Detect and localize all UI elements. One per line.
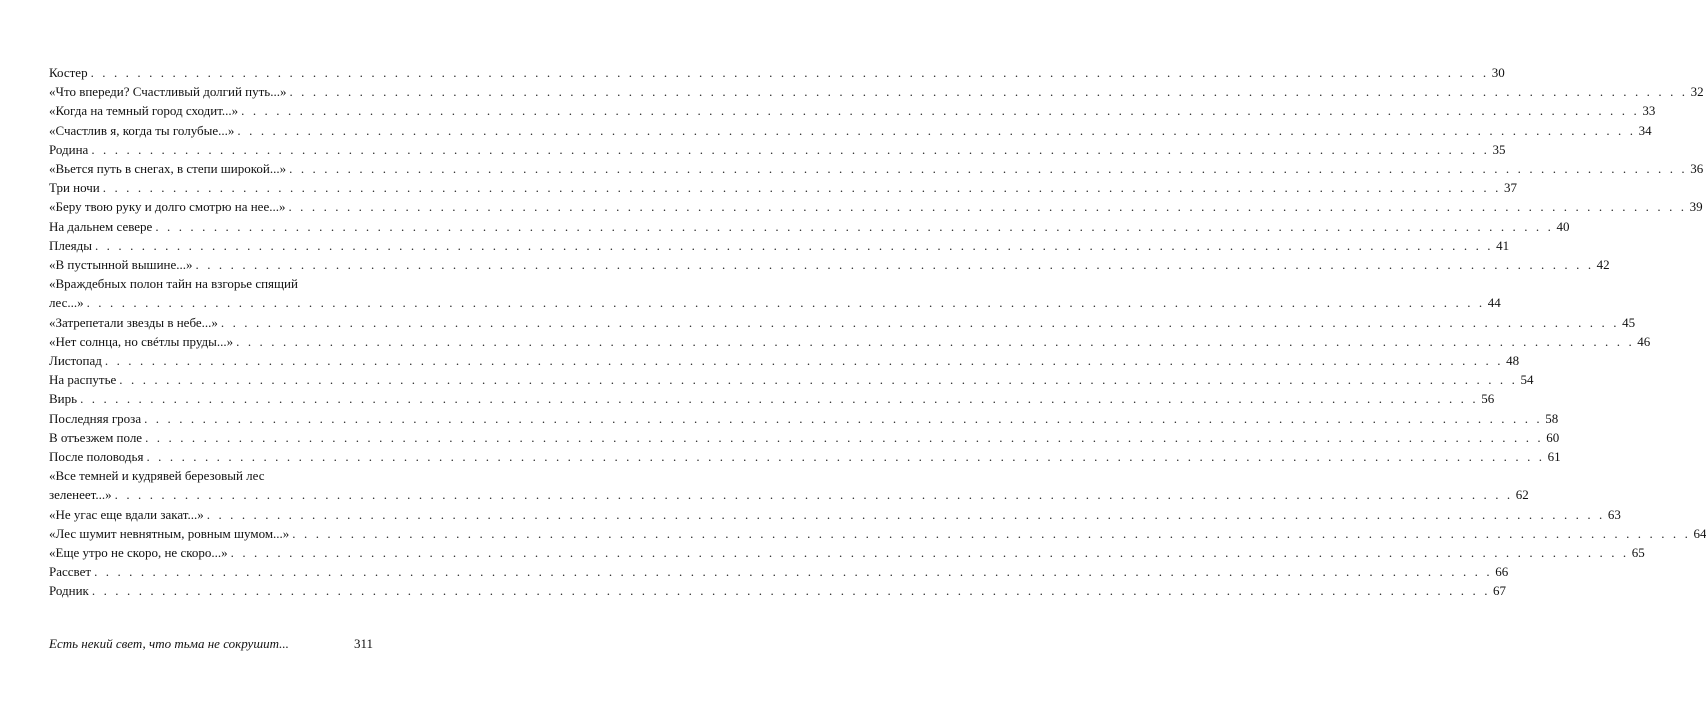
- dot-leader: . . . . . . . . . . . . . . . . . . . . . . . . . . . . . . . . . . . . . . . . . . . . . . . . . . . . . . . . . . . . . . . . . . . . . . . . . . . . . . . . . . . . . . . . . . . . . . . . . . . . . . . . . . . . . . . . . . . . . . . .: [102, 180, 1501, 196]
- dot-leader: . . . . . . . . . . . . . . . . . . . . . . . . . . . . . . . . . . . . . . . . . . . . . . . . . . . . . . . . . . . . . . . . . . . . . . . . . . . . . . . . . . . . . . . . . . . . . . . . . . . . . . . . . . . . . . . . . . . . . . . .: [91, 583, 1491, 599]
- toc-entry-page: 46: [1637, 333, 1651, 349]
- toc-entry-page: 64: [1693, 525, 1706, 541]
- toc-entry: [49, 178, 1517, 197]
- toc-entry: [49, 351, 1520, 370]
- toc-entry-title: зеленеет...»: [49, 487, 112, 503]
- toc-entry: [49, 447, 1561, 466]
- dot-leader: . . . . . . . . . . . . . . . . . . . . . . . . . . . . . . . . . . . . . . . . . . . . . . . . . . . . . . . . . . . . . . . . . . . . . . . . . . . . . . . . . . . . . . . . . . . . . . . . . . . . . . . . . . . . . . . . . . . . . . . .: [119, 372, 1518, 388]
- toc-entry-title: Рассвет: [49, 564, 92, 580]
- toc-entry: [49, 428, 1560, 447]
- toc-entry: [49, 562, 1509, 581]
- toc-entry-title: Костер: [49, 65, 88, 80]
- dot-leader: . . . . . . . . . . . . . . . . . . . . . . . . . . . . . . . . . . . . . . . . . . . . . . . . . . . . . . . . . . . . . . . . . . . . . . . . . . . . . . . . . . . . . . . . . . . . . . . . . . . . . . . . . . . . . . . . . . . . . . . .: [289, 161, 1688, 177]
- toc-entry-page: 35: [1492, 141, 1506, 157]
- dot-leader: . . . . . . . . . . . . . . . . . . . . . . . . . . . . . . . . . . . . . . . . . . . . . . . . . . . . . . . . . . . . . . . . . . . . . . . . . . . . . . . . . . . . . . . . . . . . . . . . . . . . . . . . . . . . . . . . . . . . . . . .: [288, 199, 1687, 215]
- toc-entry: [49, 370, 1534, 389]
- toc-entry-title: На дальнем севере: [49, 218, 153, 234]
- toc-entry-page: 32: [1690, 84, 1704, 100]
- toc-entry: [49, 389, 1495, 408]
- toc-entry-page: 56: [1481, 391, 1495, 407]
- toc-entry-page: 61: [1547, 449, 1561, 465]
- toc-entry-title: На распутье: [49, 372, 117, 388]
- toc-entry: [49, 313, 1636, 332]
- toc-entry: [49, 543, 1645, 562]
- dot-leader: . . . . . . . . . . . . . . . . . . . . . . . . . . . . . . . . . . . . . . . . . . . . . . . . . . . . . . . . . . . . . . . . . . . . . . . . . . . . . . . . . . . . . . . . . . . . . . . . . . . . . . . . . . . . . . . . . . . . . . . .: [241, 103, 1640, 119]
- toc-entry-title: «Счастлив я, когда ты голубые...»: [49, 122, 235, 138]
- dot-leader: . . . . . . . . . . . . . . . . . . . . . . . . . . . . . . . . . . . . . . . . . . . . . . . . . . . . . . . . . . . . . . . . . . . . . . . . . . . . . . . . . . . . . . . . . . . . . . . . . . . . . . . . . . . . . . . . . . . . . . . .: [90, 65, 1489, 80]
- toc-entry-page: 63: [1607, 506, 1621, 522]
- toc-entry: [49, 332, 1651, 351]
- toc-entry-title: Листопад: [49, 353, 102, 369]
- toc-entry-title: «Когда на темный город сходит...»: [49, 103, 239, 119]
- toc-entry-title: «Вьется путь в снегах, в степи широкой...»: [49, 161, 287, 177]
- toc-entry: [49, 255, 1610, 274]
- toc-entry-page: 62: [1515, 487, 1529, 503]
- toc-entry-title: «Нет солнца, но свéтлы пруды...»: [49, 333, 234, 349]
- toc-entry: [49, 505, 1621, 524]
- toc-entry-title: «Не угас еще вдали закат...»: [49, 506, 204, 522]
- toc-entry: [49, 217, 1570, 236]
- toc-entry: [49, 140, 1506, 159]
- toc-entry-title: Родина: [49, 141, 89, 157]
- dot-leader: . . . . . . . . . . . . . . . . . . . . . . . . . . . . . . . . . . . . . . . . . . . . . . . . . . . . . . . . . . . . . . . . . . . . . . . . . . . . . . . . . . . . . . . . . . . . . . . . . . . . . . . . . . . . . . . . . . . . . . . .: [104, 353, 1504, 369]
- dot-leader: . . . . . . . . . . . . . . . . . . . . . . . . . . . . . . . . . . . . . . . . . . . . . . . . . . . . . . . . . . . . . . . . . . . . . . . . . . . . . . . . . . . . . . . . . . . . . . . . . . . . . . . . . . . . . . . . . . . . . . . .: [86, 295, 1485, 311]
- toc-entry-title: «Затрепетали звезды в небе...»: [49, 314, 218, 330]
- dot-leader: . . . . . . . . . . . . . . . . . . . . . . . . . . . . . . . . . . . . . . . . . . . . . . . . . . . . . . . . . . . . . . . . . . . . . . . . . . . . . . . . . . . . . . . . . . . . . . . . . . . . . . . . . . . . . . . . . . . . . . . .: [236, 333, 1635, 349]
- toc-entry-page: 34: [1638, 122, 1652, 138]
- dot-leader: . . . . . . . . . . . . . . . . . . . . . . . . . . . . . . . . . . . . . . . . . . . . . . . . . . . . . . . . . . . . . . . . . . . . . . . . . . . . . . . . . . . . . . . . . . . . . . . . . . . . . . . . . . . . . . . . . . . . . . . .: [94, 564, 1493, 580]
- dot-leader: . . . . . . . . . . . . . . . . . . . . . . . . . . . . . . . . . . . . . . . . . . . . . . . . . . . . . . . . . . . . . . . . . . . . . . . . . . . . . . . . . . . . . . . . . . . . . . . . . . . . . . . . . . . . . . . . . . . . . . . .: [94, 237, 1494, 253]
- page-number: 311: [353, 636, 373, 651]
- toc-entry-title: лес...»: [49, 295, 84, 311]
- dot-leader: . . . . . . . . . . . . . . . . . . . . . . . . . . . . . . . . . . . . . . . . . . . . . . . . . . . . . . . . . . . . . . . . . . . . . . . . . . . . . . . . . . . . . . . . . . . . . . . . . . . . . . . . . . . . . . . . . . . . . . . .: [144, 410, 1543, 426]
- dot-leader: . . . . . . . . . . . . . . . . . . . . . . . . . . . . . . . . . . . . . . . . . . . . . . . . . . . . . . . . . . . . . . . . . . . . . . . . . . . . . . . . . . . . . . . . . . . . . . . . . . . . . . . . . . . . . . . . . . . . . . . .: [195, 257, 1594, 273]
- dot-leader: . . . . . . . . . . . . . . . . . . . . . . . . . . . . . . . . . . . . . . . . . . . . . . . . . . . . . . . . . . . . . . . . . . . . . . . . . . . . . . . . . . . . . . . . . . . . . . . . . . . . . . . . . . . . . . . . . . . . . . . .: [91, 141, 1490, 157]
- toc-entry-title-line1: «Враждебных полон тайн на взгорье спящий: [49, 276, 298, 292]
- toc-entry: [49, 581, 1507, 600]
- toc-entry: [49, 159, 1704, 178]
- toc-entry-title: «Беру твою руку и долго смотрю на нее...»: [49, 199, 286, 215]
- toc-entry-page: 37: [1503, 180, 1517, 196]
- toc-entry-title: «Что впереди? Счастливый долгий путь...»: [49, 84, 287, 100]
- dot-leader: . . . . . . . . . . . . . . . . . . . . . . . . . . . . . . . . . . . . . . . . . . . . . . . . . . . . . . . . . . . . . . . . . . . . . . . . . . . . . . . . . . . . . . . . . . . . . . . . . . . . . . . . . . . . . . . . . . . . . . . .: [237, 122, 1636, 138]
- table-of-contents: [49, 63, 1706, 601]
- toc-entry-page: 66: [1495, 564, 1509, 580]
- toc-entry-page: 36: [1690, 161, 1704, 177]
- toc-entry-title: Плеяды: [49, 237, 92, 253]
- toc-entry: [49, 197, 1703, 216]
- toc-entry-page: 42: [1596, 257, 1610, 273]
- toc-entry: [49, 236, 1510, 255]
- toc-entry: [49, 101, 1656, 120]
- toc-entry-page: 65: [1631, 545, 1645, 561]
- toc-entry-title: После половодья: [49, 449, 144, 465]
- toc-entry-title: «Лес шумит невнятным, ровным шумом...»: [49, 525, 290, 541]
- dot-leader: . . . . . . . . . . . . . . . . . . . . . . . . . . . . . . . . . . . . . . . . . . . . . . . . . . . . . . . . . . . . . . . . . . . . . . . . . . . . . . . . . . . . . . . . . . . . . . . . . . . . . . . . . . . . . . . . . . . . . . . .: [289, 84, 1688, 100]
- toc-entry-title: Три ночи: [49, 180, 100, 196]
- dot-leader: . . . . . . . . . . . . . . . . . . . . . . . . . . . . . . . . . . . . . . . . . . . . . . . . . . . . . . . . . . . . . . . . . . . . . . . . . . . . . . . . . . . . . . . . . . . . . . . . . . . . . . . . . . . . . . . . . . . . . . . .: [114, 487, 1513, 503]
- toc-entry-page: 45: [1622, 314, 1636, 330]
- toc-entry-title: Вирь: [49, 391, 78, 407]
- dot-leader: . . . . . . . . . . . . . . . . . . . . . . . . . . . . . . . . . . . . . . . . . . . . . . . . . . . . . . . . . . . . . . . . . . . . . . . . . . . . . . . . . . . . . . . . . . . . . . . . . . . . . . . . . . . . . . . . . . . . . . . .: [146, 449, 1545, 465]
- dot-leader: . . . . . . . . . . . . . . . . . . . . . . . . . . . . . . . . . . . . . . . . . . . . . . . . . . . . . . . . . . . . . . . . . . . . . . . . . . . . . . . . . . . . . . . . . . . . . . . . . . . . . . . . . . . . . . . . . . . . . . . .: [80, 391, 1479, 407]
- dot-leader: . . . . . . . . . . . . . . . . . . . . . . . . . . . . . . . . . . . . . . . . . . . . . . . . . . . . . . . . . . . . . . . . . . . . . . . . . . . . . . . . . . . . . . . . . . . . . . . . . . . . . . . . . . . . . . . . . . . . . . . .: [292, 525, 1691, 541]
- toc-entry-title: «Еще утро не скоро, не скоро...»: [49, 545, 228, 561]
- toc-entry-page: 58: [1545, 410, 1559, 426]
- toc-entry-page: 48: [1506, 353, 1520, 369]
- toc-entry-title-line1: «Все темней и кудрявей березовый лес: [49, 468, 265, 484]
- toc-entry-page: 30: [1491, 65, 1505, 80]
- toc-entry-page: 33: [1642, 103, 1656, 119]
- dot-leader: . . . . . . . . . . . . . . . . . . . . . . . . . . . . . . . . . . . . . . . . . . . . . . . . . . . . . . . . . . . . . . . . . . . . . . . . . . . . . . . . . . . . . . . . . . . . . . . . . . . . . . . . . . . . . . . . . . . . . . . .: [155, 218, 1554, 234]
- toc-entry: [49, 82, 1704, 101]
- toc-entry-page: 67: [1493, 583, 1507, 599]
- toc-entry-page: 41: [1496, 237, 1510, 253]
- toc-entry-page: 54: [1520, 372, 1534, 388]
- toc-entry-title: «В пустынной вышине...»: [49, 257, 193, 273]
- toc-entry: [49, 524, 1706, 543]
- dot-leader: . . . . . . . . . . . . . . . . . . . . . . . . . . . . . . . . . . . . . . . . . . . . . . . . . . . . . . . . . . . . . . . . . . . . . . . . . . . . . . . . . . . . . . . . . . . . . . . . . . . . . . . . . . . . . . . . . . . . . . . .: [230, 545, 1629, 561]
- toc-entry-page: 39: [1689, 199, 1703, 215]
- dot-leader: . . . . . . . . . . . . . . . . . . . . . . . . . . . . . . . . . . . . . . . . . . . . . . . . . . . . . . . . . . . . . . . . . . . . . . . . . . . . . . . . . . . . . . . . . . . . . . . . . . . . . . . . . . . . . . . . . . . . . . . .: [220, 314, 1620, 330]
- dot-leader: . . . . . . . . . . . . . . . . . . . . . . . . . . . . . . . . . . . . . . . . . . . . . . . . . . . . . . . . . . . . . . . . . . . . . . . . . . . . . . . . . . . . . . . . . . . . . . . . . . . . . . . . . . . . . . . . . . . . . . . .: [206, 506, 1605, 522]
- running-title: Есть некий свет, что тьма не сокрушит...: [49, 636, 289, 651]
- dot-leader: . . . . . . . . . . . . . . . . . . . . . . . . . . . . . . . . . . . . . . . . . . . . . . . . . . . . . . . . . . . . . . . . . . . . . . . . . . . . . . . . . . . . . . . . . . . . . . . . . . . . . . . . . . . . . . . . . . . . . . . .: [145, 429, 1544, 445]
- toc-entry: [49, 409, 1559, 428]
- toc-entry: [49, 466, 1529, 504]
- toc-entry-title: Родник: [49, 583, 89, 599]
- toc-entry-page: 60: [1546, 429, 1560, 445]
- toc-entry-title: Последняя гроза: [49, 410, 142, 426]
- toc-entry: [49, 274, 1501, 312]
- toc-entry-page: 44: [1487, 295, 1501, 311]
- toc-entry-title: В отъезжем поле: [49, 429, 143, 445]
- toc-entry: [49, 63, 1505, 82]
- toc-entry-page: 40: [1556, 218, 1570, 234]
- toc-entry: [49, 121, 1652, 140]
- page-footer: [49, 636, 373, 652]
